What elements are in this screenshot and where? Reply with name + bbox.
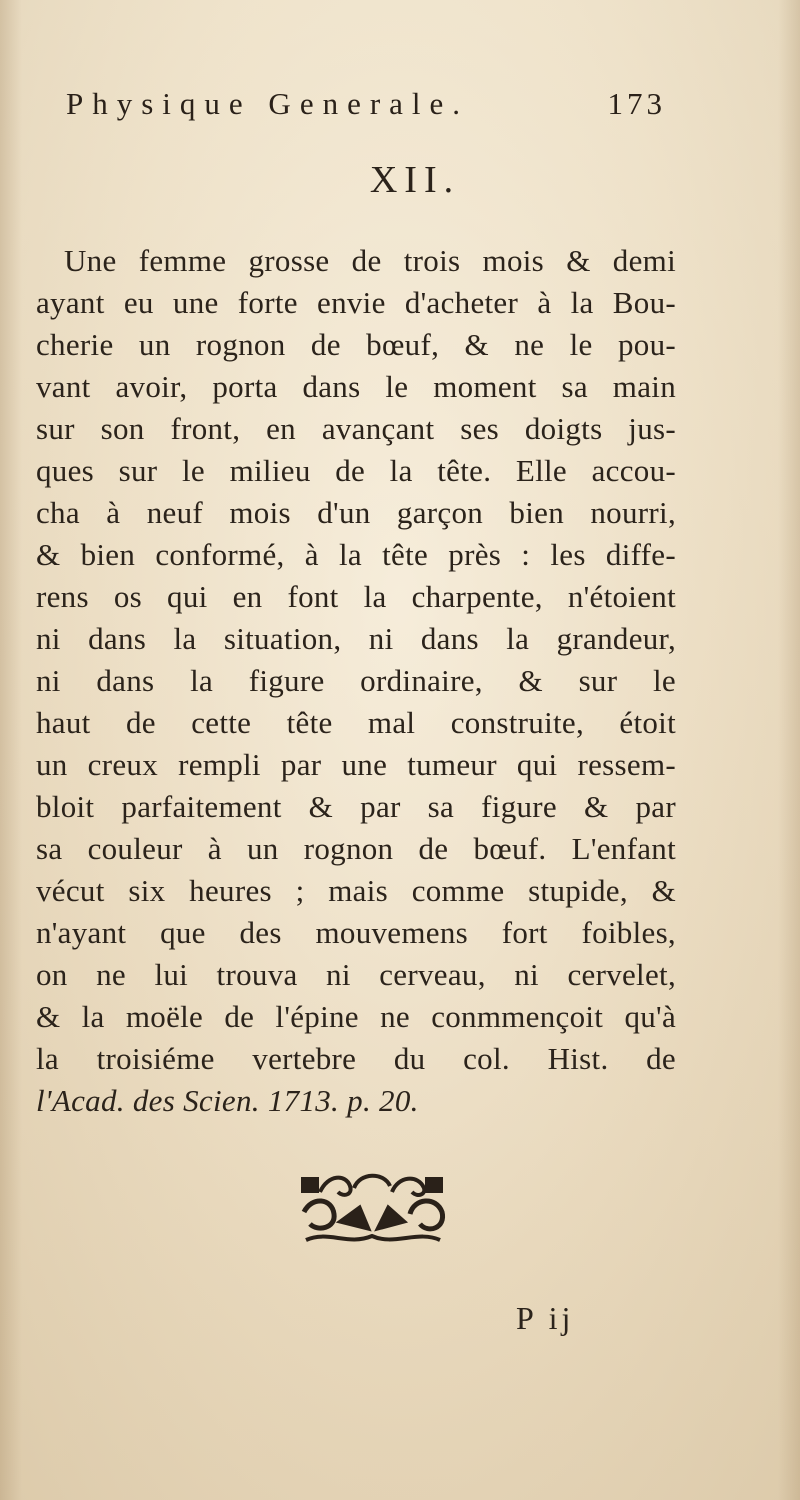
text-line: cha à neuf mois d'un garçon bien nourri,	[36, 495, 676, 530]
text-line: & la moële de l'épine ne conmmençoit qu'à	[36, 999, 676, 1034]
text-line: un creux rempli par une tumeur qui ressem-	[36, 747, 676, 782]
section-number: XII.	[369, 159, 461, 201]
text-line: ni dans la situation, ni dans la grandeur,	[36, 621, 676, 656]
running-title: Physique Generale.	[66, 86, 470, 121]
page-number: 173	[607, 86, 666, 121]
text-line: ni dans la figure ordinaire, & sur le	[36, 663, 676, 698]
text-line: sur son front, en avançant ses doigts jus-	[36, 411, 676, 446]
text-line: sa couleur à un rognon de bœuf. L'enfant	[36, 831, 676, 866]
body-text	[36, 240, 676, 1122]
text-line: n'ayant que des mouvemens fort foibles,	[36, 915, 676, 950]
text-line: haut de cette tête mal construite, étoit	[36, 705, 676, 740]
page-left-edge-shadow	[0, 0, 22, 1500]
text-line: bloit parfaitement & par sa figure & par	[36, 789, 676, 824]
text-line: Une femme grosse de trois mois & demi	[64, 243, 676, 278]
signature-mark: P ij	[516, 1300, 575, 1336]
running-head	[66, 86, 666, 126]
page-right-edge-shadow	[778, 0, 800, 1500]
citation-line: l'Acad. des Scien. 1713. p. 20.	[36, 1083, 419, 1118]
text-line: vant avoir, porta dans le moment sa main	[36, 369, 676, 404]
text-line: ques sur le milieu de la tête. Elle accou-	[36, 453, 676, 488]
text-line: on ne lui trouva ni cerveau, ni cervelet,	[36, 957, 676, 992]
text-line: ayant eu une forte envie d'acheter à la Bou-	[36, 285, 676, 320]
text-line: cherie un rognon de bœuf, & ne le pou-	[36, 327, 676, 362]
text-line: & bien conformé, à la tête près : les diffe-	[36, 537, 676, 572]
text-line: la troisiéme vertebre du col. Hist. de	[36, 1041, 676, 1076]
text-line: rens os qui en font la charpente, n'étoient	[36, 579, 676, 614]
text-line: vécut six heures ; mais comme stupide, &	[36, 873, 676, 908]
printers-ornament-icon	[298, 1172, 448, 1252]
